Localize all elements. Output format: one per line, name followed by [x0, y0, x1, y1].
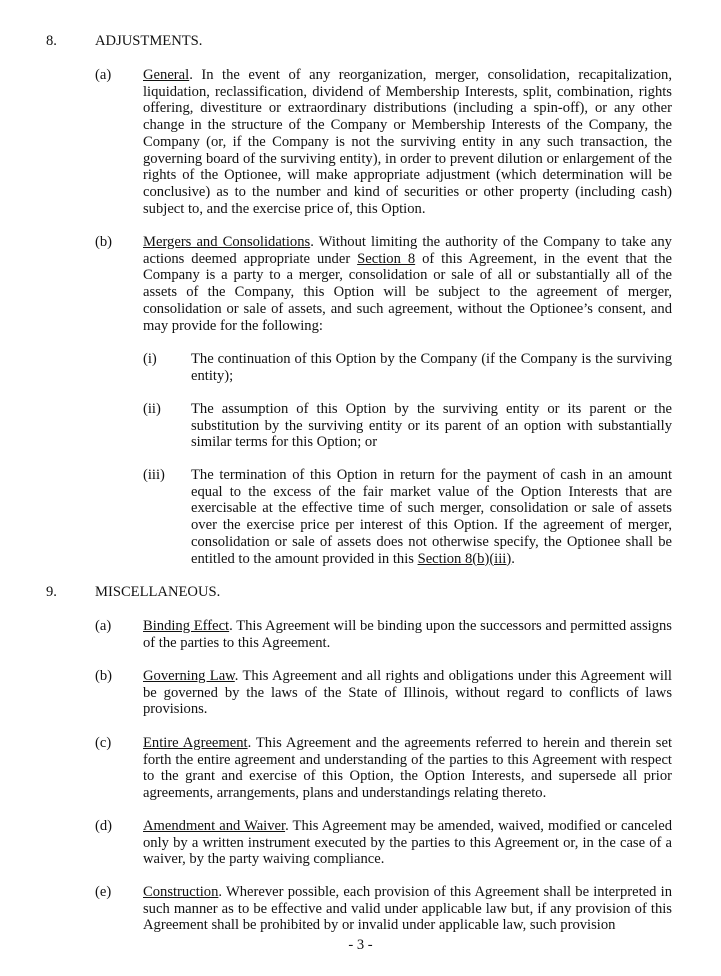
- section-reference: Section 8(b)(iii): [417, 550, 512, 567]
- paragraph-text: . This Agreement and all rights and obligations under this Agreement will be governed by the laws of the State of Illinois, without regard to conflicts of laws provisions.: [143, 668, 672, 718]
- paragraph-text: . This Agreement may be amended, waived, modified or canceled only by a written instrument executed by the parties to this Agreement or, in the case of a waiver, by the party waiving compliance.: [143, 818, 672, 868]
- subitem-text: The assumption of this Option by the surviving entity or its parent or the substitution by the surviving entity or its parent of an option with substantially similar terms for this Option; or: [191, 401, 672, 451]
- section-number: 9.: [46, 584, 57, 600]
- subitem-label: (ii): [143, 401, 161, 417]
- paragraph-body: [143, 234, 672, 334]
- paragraph-heading: Amendment and Waiver: [143, 818, 286, 834]
- paragraph-8a: [95, 67, 672, 217]
- paragraph-heading: Construction: [143, 884, 219, 900]
- paragraph-text: . Without limiting the authority of the Company to take any actions deemed appropriate under: [143, 234, 672, 267]
- paragraph-9d: [95, 818, 672, 868]
- paragraph-9c: [95, 735, 672, 802]
- subitem-label: (iii): [143, 467, 165, 483]
- subitem-8b-ii: [143, 401, 672, 451]
- section-title: MISCELLANEOUS.: [95, 584, 221, 600]
- paragraph-label: (b): [95, 668, 113, 684]
- paragraph-text: . In the event of any reorganization, merger, consolidation, recapitalization, liquidation, reclassification, dividend of Membership Interests, split, combination, rights offering, divestiture or extraordinary distributions (including a spin-off), or any other change in the structure of the Company or Membership Interests of the Company, the Company (or, if the Company is not the surviving entity in any such transaction, the governing board of the surviving entity), in order to prevent dilution or enlargement of the rights of the Optionee, will make appropriate adjustment (which determination will be conclusive) as to the number and kind of securities or other property (including cash) subject to, and the exercise price of, this Option.: [143, 67, 672, 217]
- paragraph-label: (a): [95, 618, 112, 634]
- paragraph-body: [143, 67, 672, 217]
- paragraph-label: (c): [95, 735, 112, 751]
- section-title: ADJUSTMENTS.: [95, 33, 203, 49]
- paragraph-9e: [95, 884, 672, 934]
- paragraph-heading: Mergers and Consolidations: [143, 234, 311, 250]
- subitem-label: (i): [143, 351, 157, 367]
- paragraph-label: (d): [95, 818, 113, 834]
- paragraph-label: (e): [95, 884, 112, 900]
- paragraph-label: (a): [95, 67, 112, 83]
- paragraph-text-continued: of this Agreement, in the event that the Company is a party to a merger, consolidation or sale of all or substantially all of the assets of the Company, this Option will be subject to the agreement of merger, consolidation or sale of assets, and such agreement, without the Optionee’s consent, and may provide for the following:: [143, 250, 672, 334]
- paragraph-heading: Entire Agreement: [143, 735, 248, 751]
- subitem-text-continued: .: [511, 550, 515, 567]
- paragraph-heading: Governing Law: [143, 668, 235, 684]
- subitem-text: The continuation of this Option by the Company (if the Company is the surviving entity);: [191, 351, 672, 384]
- paragraph-8b: [95, 234, 672, 334]
- subitem-8b-i: [143, 351, 672, 384]
- paragraph-9b: [95, 668, 672, 718]
- paragraph-heading: Binding Effect: [143, 618, 230, 634]
- paragraph-body: [143, 735, 672, 802]
- paragraph-body: [143, 618, 672, 651]
- paragraph-text: . This Agreement and the agreements referred to herein and therein set forth the entire agreement and understanding of the parties to this Agreement with respect to the grant and exercise of this Option, the Option Interests, and supersede all prior agreements, arrangements, plans and understandings relating thereto.: [143, 735, 672, 802]
- paragraph-body: [143, 668, 672, 718]
- subitem-text: The termination of this Option in return for the payment of cash in an amount equal to the excess of the fair market value of the Option Interests that are exercisable at the effective time of such merger, consolidation or sale of assets over the exercise price per interest of this Option. If the agreement of merger, consolidation or sale of assets does not otherwise specify, the Optionee shall be entitled to the amount provided in this: [191, 467, 672, 567]
- paragraph-text: . Wherever possible, each provision of this Agreement shall be interpreted in such manner as to be effective and valid under applicable law but, if any provision of this Agreement shall be prohibited by or invalid under applicable law, such provision: [143, 884, 672, 934]
- paragraph-body: [143, 818, 672, 868]
- subitem-body: [191, 467, 672, 567]
- section-reference: Section 8: [357, 250, 416, 267]
- page-number: - 3 -: [348, 937, 373, 953]
- section-number: 8.: [46, 33, 57, 49]
- paragraph-text: . This Agreement will be binding upon the successors and permitted assigns of the parties to this Agreement.: [143, 618, 672, 651]
- paragraph-body: [143, 884, 672, 934]
- paragraph-heading: General: [143, 67, 190, 83]
- subitem-8b-iii: [143, 467, 672, 567]
- paragraph-label: (b): [95, 234, 113, 250]
- paragraph-9a: [95, 618, 672, 651]
